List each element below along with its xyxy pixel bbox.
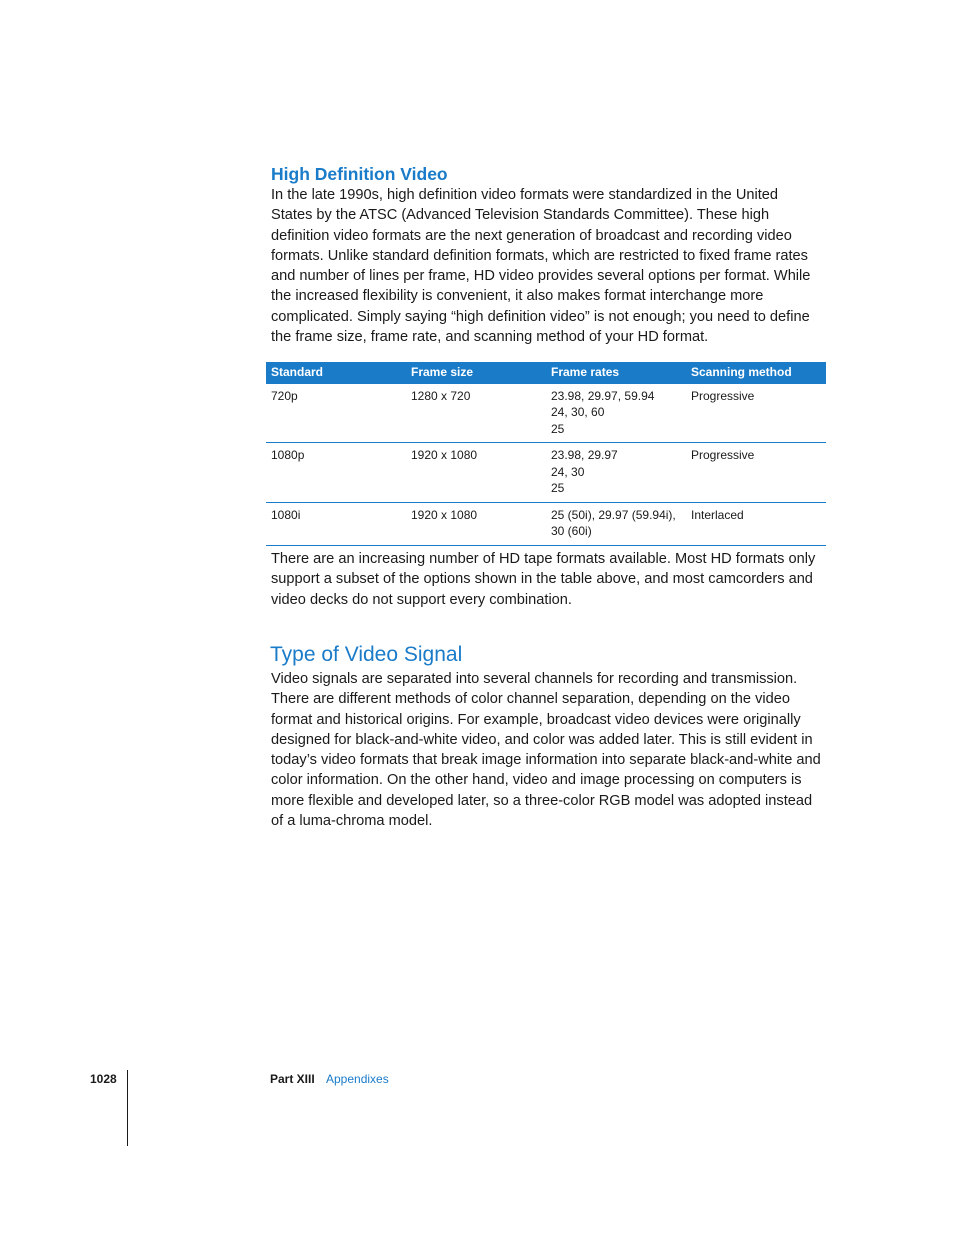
footer-part-label: Part XIII — [270, 1072, 315, 1086]
cell-frame-size: 1280 x 720 — [406, 384, 546, 443]
section-heading-video-signal: Type of Video Signal — [270, 643, 463, 666]
cell-frame-rates: 25 (50i), 29.97 (59.94i), 30 (60i) — [546, 502, 686, 545]
cell-frame-rates: 23.98, 29.97 24, 30 25 — [546, 443, 686, 503]
section-heading-hd-video: High Definition Video — [271, 164, 448, 184]
header-frame-rates: Frame rates — [546, 362, 686, 384]
cell-standard: 720p — [266, 384, 406, 443]
page-number: 1028 — [90, 1072, 117, 1086]
cell-frame-rates: 23.98, 29.97, 59.94 24, 30, 60 25 — [546, 384, 686, 443]
hd-video-paragraph: In the late 1990s, high definition video formats were standardized in the United States by the ATSC (Advanced Television Standards Committee). These high definition video formats are the next generation of broadcast and recording video formats. Unlike standard definition formats, which are restricted to fixed frame rates and number of lines per frame, HD video provides several options per format. While the increased flexibility is convenient, it also makes format interchange more complicated. Simply saying “high definition video” is not enough; you need to define the frame size, frame rate, and scanning method of your HD format. — [271, 187, 811, 346]
header-standard: Standard — [266, 362, 406, 384]
table-row — [266, 443, 826, 503]
video-signal-paragraph: Video signals are separated into several channels for recording and transmission. There are different methods of color channel separation, depending on the video format and historical origins. For example, broadcast video devices were originally designed for black-and-white video, and color was added later. This is still evident in today’s video formats that break image information into separate black-and-white and color information. On the other hand, video and image processing on computers is more flexible and developed later, so a three-color RGB model was adopted instead of a luma-chroma model. — [271, 671, 821, 830]
cell-standard: 1080p — [266, 443, 406, 503]
header-scanning-method: Scanning method — [686, 362, 826, 384]
table-header-row — [266, 362, 826, 384]
footer-divider — [127, 1070, 128, 1146]
table-row — [266, 384, 826, 443]
cell-frame-size: 1920 x 1080 — [406, 443, 546, 503]
table-row — [266, 502, 826, 545]
hd-formats-table — [266, 362, 826, 546]
cell-scanning-method: Interlaced — [686, 502, 826, 545]
hd-tape-formats-paragraph: There are an increasing number of HD tape formats available. Most HD formats only support a subset of the options shown in the table above, and most camcorders and video decks do not support every combination. — [271, 551, 816, 608]
cell-frame-size: 1920 x 1080 — [406, 502, 546, 545]
footer-section-label: Appendixes — [326, 1072, 389, 1086]
cell-scanning-method: Progressive — [686, 384, 826, 443]
cell-standard: 1080i — [266, 502, 406, 545]
cell-scanning-method: Progressive — [686, 443, 826, 503]
header-frame-size: Frame size — [406, 362, 546, 384]
